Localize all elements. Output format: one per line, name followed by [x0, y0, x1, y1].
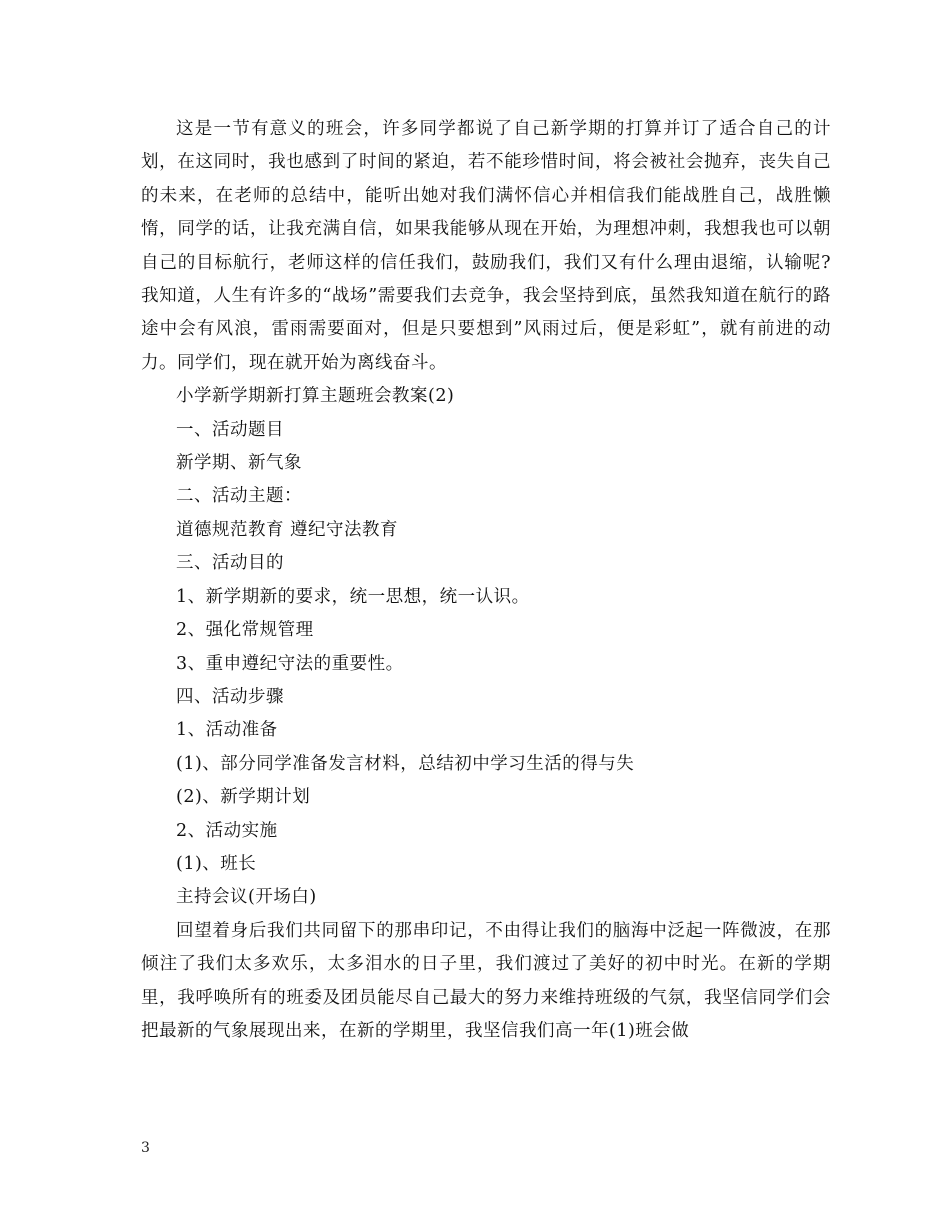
paragraph-class-meeting-reflection: 这是一节有意义的班会，许多同学都说了自己新学期的打算并订了适合自己的计划，在这同时，我也感到了时间的紧迫，若不能珍惜时间，将会被社会抛弃，丧失自己的未来，在老师的总结中，能听出她对我们满怀信心并相信我们能战胜自己，战胜懒惰，同学的话，让我充满自信，如果我能够从现在开始，为理想冲刺，我想我也可以朝自己的目标航行，老师这样的信任我们，鼓励我们，我们又有什么理由退缩，认输呢?我知道，人生有许多的“战场”需要我们去竞争，我会坚持到底，虽然我知道在航行的路途中会有风浪，雷雨需要面对，但是只要想到”风雨过后，便是彩虹”，就有前进的动力。同学们，现在就开始为离线奋斗。: [141, 119, 831, 373]
list-item-preparation-1: (1)、部分同学准备发言材料，总结初中学习生活的得与失: [176, 753, 635, 774]
heading-activity-steps: 四、活动步骤: [176, 686, 284, 707]
list-item-purpose-3: 3、重申遵纪守法的重要性。: [176, 653, 404, 674]
heading-activity-theme: 二、活动主题：: [176, 486, 302, 507]
page-number: 3: [141, 1140, 150, 1156]
list-item-step-preparation: 1、活动准备: [176, 720, 278, 741]
text-activity-theme: 道德规范教育 遵纪守法教育: [176, 519, 399, 540]
paragraph-opening-speech: 回望着身后我们共同留下的那串印记，不由得让我们的脑海中泛起一阵微波，在那倾注了我们太多欢乐，太多泪水的日子里，我们渡过了美好的初中时光。在新的学期里，我呼唤所有的班委及团员能尽自己最大的努力来维持班级的气氛，我坚信同学们会把最新的气象展现出来，在新的学期里，我坚信我们高一年(1)班会做: [141, 920, 831, 1041]
list-item-step-implementation: 2、活动实施: [176, 820, 278, 841]
text-host-opening: 主持会议(开场白): [176, 887, 317, 908]
list-item-preparation-2: (2)、新学期计划: [176, 787, 311, 808]
heading-activity-purpose: 三、活动目的: [176, 553, 284, 574]
text-activity-topic: 新学期、新气象: [176, 453, 302, 474]
list-item-implementation-1: (1)、班长: [176, 853, 257, 874]
list-item-purpose-2: 2、强化常规管理: [176, 620, 314, 641]
list-item-purpose-1: 1、新学期新的要求，统一思想，统一认识。: [176, 586, 530, 607]
document-body: [141, 113, 831, 1048]
heading-activity-topic: 一、活动题目: [176, 419, 284, 440]
section-title-lesson-plan: 小学新学期新打算主题班会教案(2): [176, 386, 455, 407]
